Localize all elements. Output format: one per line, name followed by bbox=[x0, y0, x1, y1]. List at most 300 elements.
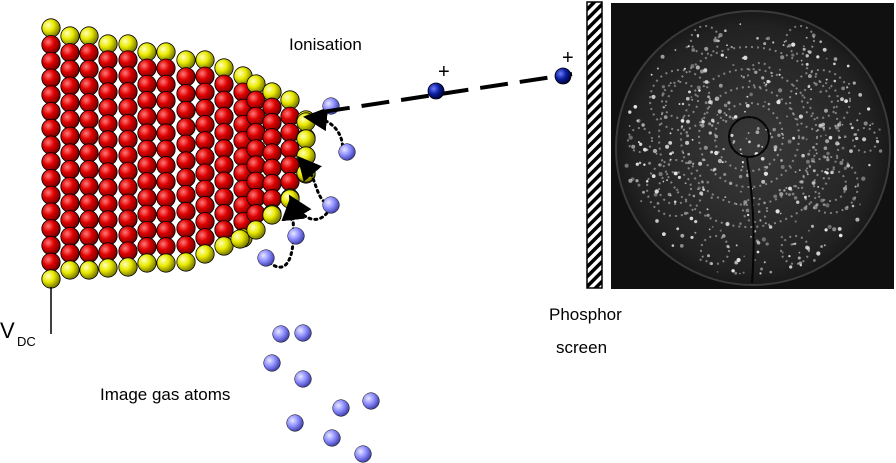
micrograph-spot bbox=[676, 227, 679, 230]
micrograph-spot bbox=[629, 135, 633, 139]
tip-atom bbox=[42, 86, 60, 104]
micrograph-spot bbox=[688, 160, 692, 164]
micrograph-spot bbox=[822, 126, 825, 129]
micrograph-spot bbox=[629, 125, 631, 127]
micrograph-spot bbox=[825, 139, 829, 143]
tip-atom bbox=[138, 124, 156, 142]
micrograph-spot bbox=[739, 222, 742, 225]
tip-atom bbox=[138, 221, 156, 239]
micrograph-spot bbox=[725, 222, 729, 226]
surface-atom bbox=[157, 43, 175, 61]
micrograph-spot bbox=[734, 115, 737, 118]
micrograph-spot bbox=[718, 109, 722, 113]
tip-atom bbox=[196, 212, 214, 230]
surface-atom bbox=[215, 59, 233, 77]
micrograph-spot bbox=[725, 114, 727, 116]
micrograph-spot bbox=[846, 87, 848, 89]
micrograph-spot bbox=[746, 104, 750, 108]
micrograph-spot bbox=[726, 44, 728, 46]
micrograph-spot bbox=[748, 132, 750, 134]
tip-atom bbox=[42, 153, 60, 171]
gas-atom bbox=[273, 326, 290, 343]
micrograph-spot bbox=[844, 167, 847, 170]
micrograph-spot bbox=[743, 272, 745, 274]
tip-atom bbox=[80, 144, 98, 162]
micrograph-spot bbox=[849, 149, 853, 153]
micrograph-spot bbox=[771, 136, 774, 139]
tip-atom bbox=[61, 177, 79, 195]
micrograph-spot bbox=[636, 120, 638, 122]
surface-atom bbox=[80, 261, 98, 279]
micrograph-spot bbox=[806, 37, 808, 39]
micrograph-spot bbox=[696, 65, 700, 69]
micrograph-spot bbox=[684, 68, 686, 70]
tip-atom bbox=[42, 203, 60, 221]
micrograph-spot bbox=[788, 140, 792, 144]
micrograph-spot bbox=[670, 82, 672, 84]
surface-atom bbox=[297, 147, 315, 165]
tip-atom bbox=[42, 102, 60, 120]
micrograph-spot bbox=[736, 244, 738, 246]
surface-atom bbox=[231, 230, 249, 248]
micrograph-spot bbox=[764, 261, 766, 263]
micrograph-spot bbox=[761, 157, 765, 161]
tip-atom bbox=[157, 189, 175, 207]
micrograph-spot bbox=[808, 230, 810, 232]
surface-atom bbox=[138, 254, 156, 272]
micrograph-spot bbox=[783, 44, 785, 46]
micrograph-spot bbox=[819, 40, 822, 43]
micrograph-spot bbox=[846, 164, 850, 168]
micrograph-spot bbox=[781, 165, 785, 169]
micrograph-spot bbox=[801, 60, 803, 62]
tip-atom bbox=[80, 127, 98, 145]
micrograph-spot bbox=[812, 33, 816, 37]
micrograph-spot bbox=[729, 182, 733, 186]
micrograph-spot bbox=[725, 120, 728, 123]
trajectory-1 bbox=[315, 118, 343, 152]
micrograph-spot bbox=[788, 187, 792, 191]
micrograph-spot bbox=[778, 88, 782, 92]
ionisation-label: Ionisation bbox=[289, 35, 362, 54]
micrograph-spot bbox=[780, 159, 783, 162]
micrograph-spot bbox=[722, 148, 724, 150]
micrograph-spot bbox=[784, 41, 786, 43]
micrograph-spot bbox=[740, 191, 742, 193]
micrograph-spot bbox=[850, 123, 853, 126]
micrograph-spot bbox=[871, 123, 873, 125]
micrograph-spot bbox=[869, 124, 871, 126]
tip-atom bbox=[247, 172, 265, 190]
micrograph-spot bbox=[635, 179, 638, 182]
micrograph-spot bbox=[724, 29, 727, 32]
surface-atom bbox=[138, 43, 156, 61]
micrograph-spot bbox=[709, 262, 712, 265]
micrograph-spot bbox=[827, 156, 829, 158]
micrograph-spot bbox=[774, 145, 778, 149]
gas-atom bbox=[355, 446, 372, 463]
micrograph-spot bbox=[803, 48, 806, 51]
tip-atom bbox=[247, 156, 265, 174]
micrograph-spot bbox=[828, 225, 832, 229]
micrograph-spot bbox=[690, 96, 692, 98]
micrograph-spot bbox=[720, 229, 722, 231]
micrograph-spot bbox=[663, 181, 665, 183]
micrograph-spot bbox=[816, 251, 820, 255]
micrograph-spot bbox=[657, 202, 660, 205]
micrograph-spot bbox=[799, 252, 801, 254]
micrograph-spot bbox=[812, 146, 815, 149]
micrograph-spot bbox=[830, 171, 834, 175]
micrograph-spot bbox=[704, 68, 707, 71]
micrograph-spot bbox=[662, 232, 666, 236]
micrograph-spot bbox=[800, 180, 804, 184]
micrograph-spot bbox=[657, 67, 659, 69]
surface-atom bbox=[263, 206, 281, 224]
tip-atom bbox=[215, 156, 233, 174]
surface-atom bbox=[99, 259, 117, 277]
micrograph-spot bbox=[793, 185, 795, 187]
tip-atom bbox=[61, 127, 79, 145]
gas-atom bbox=[363, 393, 380, 410]
micrograph-spot bbox=[662, 85, 665, 88]
micrograph-spot bbox=[690, 64, 694, 68]
micrograph-spot bbox=[639, 142, 641, 144]
micrograph-spot bbox=[847, 65, 850, 68]
micrograph-spot bbox=[757, 144, 760, 147]
tip-atom bbox=[177, 152, 195, 170]
micrograph-spot bbox=[824, 171, 827, 174]
micrograph-spot bbox=[837, 123, 841, 127]
tip-atom bbox=[196, 132, 214, 150]
micrograph-spot bbox=[805, 246, 809, 250]
tip-atom bbox=[247, 123, 265, 141]
micrograph-spot bbox=[811, 158, 815, 162]
micrograph-spot bbox=[701, 124, 705, 128]
micrograph-spot bbox=[763, 42, 766, 45]
micrograph-spot bbox=[808, 85, 811, 88]
micrograph-spot bbox=[664, 115, 668, 119]
surface-atom bbox=[247, 221, 265, 239]
surface-atom bbox=[177, 253, 195, 271]
micrograph-spot bbox=[864, 121, 868, 125]
micrograph-spot bbox=[810, 88, 812, 90]
micrograph-spot bbox=[765, 83, 767, 85]
micrograph-spot bbox=[817, 186, 819, 188]
micrograph-spot bbox=[754, 71, 757, 74]
micrograph-spot bbox=[638, 184, 641, 187]
micrograph-spot bbox=[821, 123, 825, 127]
micrograph-spot bbox=[772, 128, 775, 131]
gas-atom bbox=[339, 144, 356, 161]
micrograph-spot bbox=[826, 79, 828, 81]
micrograph-spot bbox=[799, 114, 803, 118]
micrograph-spot bbox=[843, 187, 847, 191]
micrograph-spot bbox=[826, 58, 828, 60]
micrograph-spot bbox=[841, 87, 845, 91]
tip-atom bbox=[157, 124, 175, 142]
micrograph-spot bbox=[855, 218, 859, 222]
micrograph-spot bbox=[829, 136, 833, 140]
micrograph-spot bbox=[844, 135, 847, 138]
micrograph-spot bbox=[742, 161, 744, 163]
micrograph-spot bbox=[783, 189, 785, 191]
tip-atom bbox=[42, 220, 60, 238]
micrograph-spot bbox=[743, 200, 747, 204]
tip-atom bbox=[138, 140, 156, 158]
micrograph-spot bbox=[704, 146, 708, 150]
micrograph-spot bbox=[661, 113, 663, 115]
micrograph-spot bbox=[749, 93, 753, 97]
ion-charge-label: + bbox=[438, 61, 450, 83]
micrograph-spot bbox=[845, 206, 849, 210]
surface-atom bbox=[297, 113, 315, 131]
micrograph-spot bbox=[705, 101, 708, 104]
micrograph-spot bbox=[786, 115, 788, 117]
micrograph-spot bbox=[729, 115, 732, 118]
micrograph-spot bbox=[736, 203, 738, 205]
micrograph-spot bbox=[739, 273, 741, 275]
gas-atom bbox=[258, 250, 275, 267]
micrograph-spot bbox=[652, 174, 656, 178]
micrograph-spot bbox=[854, 133, 857, 136]
tip-atom bbox=[281, 156, 299, 174]
tip-atom bbox=[215, 172, 233, 190]
tip-atom bbox=[80, 77, 98, 95]
tip-atom bbox=[215, 107, 233, 125]
micrograph-spot bbox=[760, 268, 763, 271]
surface-atom bbox=[177, 51, 195, 69]
tip-atom bbox=[215, 91, 233, 109]
tip-atom bbox=[42, 186, 60, 204]
micrograph-spot bbox=[834, 80, 837, 83]
micrograph-spot bbox=[803, 45, 805, 47]
tip-atom bbox=[138, 156, 156, 174]
micrograph-spot bbox=[686, 120, 690, 124]
micrograph-spot bbox=[678, 176, 681, 179]
tip-atom bbox=[42, 236, 60, 254]
micrograph-spot bbox=[732, 142, 734, 144]
micrograph-spot bbox=[740, 148, 742, 150]
micrograph-spot bbox=[725, 56, 727, 58]
tip-atom bbox=[157, 91, 175, 109]
surface-atom bbox=[196, 51, 214, 69]
tip-atom bbox=[61, 161, 79, 179]
micrograph-spot bbox=[815, 203, 818, 206]
micrograph-spot bbox=[759, 219, 761, 221]
micrograph-spot bbox=[823, 155, 826, 158]
micrograph-spot bbox=[646, 180, 649, 183]
gas-atom bbox=[264, 355, 281, 372]
vdc-label: V bbox=[0, 318, 15, 343]
micrograph-spot bbox=[815, 83, 818, 86]
gas-atom bbox=[287, 415, 304, 432]
micrograph-spot bbox=[741, 75, 743, 77]
micrograph-spot bbox=[810, 98, 812, 100]
micrograph-spot bbox=[776, 100, 780, 104]
micrograph-spot bbox=[717, 271, 719, 273]
micrograph-spot bbox=[859, 203, 861, 205]
micrograph-spot bbox=[722, 161, 724, 163]
micrograph-spot bbox=[815, 73, 817, 75]
micrograph-spot bbox=[704, 47, 708, 51]
tip-atom bbox=[61, 44, 79, 62]
tip-atom bbox=[215, 221, 233, 239]
tip-atom bbox=[177, 202, 195, 220]
micrograph-spot bbox=[717, 114, 719, 116]
micrograph-spot bbox=[693, 195, 696, 198]
ion-at-screen bbox=[555, 68, 571, 84]
phosphor-screen bbox=[587, 2, 602, 288]
surface-atom bbox=[119, 258, 137, 276]
gas-atom bbox=[295, 325, 312, 342]
micrograph-spot bbox=[839, 234, 843, 238]
tip-atom bbox=[157, 140, 175, 158]
tip-atom bbox=[215, 140, 233, 158]
micrograph-spot bbox=[820, 199, 824, 203]
micrograph-spot bbox=[852, 197, 855, 200]
micrograph-spot bbox=[861, 177, 865, 181]
tip-atom bbox=[138, 173, 156, 191]
micrograph-spot bbox=[794, 196, 798, 200]
micrograph-spot bbox=[694, 232, 696, 234]
tip-atom bbox=[157, 173, 175, 191]
micrograph-spot bbox=[844, 99, 848, 103]
micrograph-spot bbox=[724, 104, 728, 108]
tip-atom bbox=[196, 196, 214, 214]
tip-atom bbox=[247, 140, 265, 158]
micrograph-spot bbox=[748, 140, 751, 143]
micrograph-spot bbox=[686, 97, 690, 101]
micrograph-spot bbox=[670, 132, 672, 134]
micrograph-spot bbox=[826, 158, 829, 161]
tip-atom bbox=[42, 119, 60, 137]
micrograph-spot bbox=[715, 97, 719, 101]
micrograph-spot bbox=[694, 220, 697, 223]
tip-atom bbox=[61, 110, 79, 128]
micrograph-spot bbox=[819, 90, 822, 93]
micrograph-spot bbox=[750, 236, 752, 238]
micrograph-spot bbox=[705, 80, 709, 84]
tip-atom bbox=[196, 164, 214, 182]
micrograph-spot bbox=[764, 172, 768, 176]
micrograph-spot bbox=[825, 203, 829, 207]
micrograph-spot bbox=[792, 137, 795, 140]
micrograph-spot bbox=[799, 262, 803, 266]
micrograph-spot bbox=[779, 69, 781, 71]
micrograph-spot bbox=[688, 45, 690, 47]
micrograph-spot bbox=[855, 137, 858, 140]
micrograph-spot bbox=[742, 166, 744, 168]
micrograph-spot bbox=[682, 152, 684, 154]
micrograph-spot bbox=[806, 54, 809, 57]
micrograph-spot bbox=[779, 74, 781, 76]
micrograph-spot bbox=[852, 205, 855, 208]
micrograph-spot bbox=[795, 93, 797, 95]
gas-atom bbox=[323, 197, 340, 214]
micrograph-spot bbox=[722, 119, 724, 121]
micrograph-spot bbox=[799, 169, 801, 171]
micrograph-spot bbox=[718, 33, 722, 37]
micrograph-spot bbox=[782, 251, 784, 253]
tip-atom bbox=[42, 36, 60, 54]
tip-atom bbox=[138, 108, 156, 126]
micrograph-spot bbox=[816, 55, 819, 58]
micrograph-spot bbox=[661, 55, 665, 59]
tip-atom bbox=[157, 108, 175, 126]
tip-atom bbox=[177, 68, 195, 86]
tip-atom bbox=[42, 52, 60, 70]
tip-atom bbox=[196, 148, 214, 166]
micrograph-spot bbox=[692, 163, 694, 165]
micrograph-spot bbox=[759, 272, 761, 274]
micrograph-spot bbox=[764, 101, 766, 103]
gas-atom bbox=[295, 371, 312, 388]
micrograph-spot bbox=[839, 161, 843, 165]
micrograph-spot bbox=[773, 195, 777, 199]
micrograph-spot bbox=[674, 200, 677, 203]
micrograph-spot bbox=[772, 41, 774, 43]
micrograph-spot bbox=[625, 164, 629, 168]
micrograph-spot bbox=[712, 169, 714, 171]
micrograph-spot bbox=[714, 151, 718, 155]
micrograph-spot bbox=[761, 146, 763, 148]
gas-atom bbox=[333, 400, 350, 417]
micrograph-spot bbox=[792, 243, 794, 245]
micrograph-spot bbox=[726, 245, 729, 248]
micrograph-spot bbox=[734, 261, 738, 265]
micrograph-spot bbox=[659, 172, 663, 176]
tip-atom bbox=[157, 156, 175, 174]
micrograph-spot bbox=[655, 219, 659, 223]
micrograph-spot bbox=[766, 80, 769, 83]
tip-atom bbox=[177, 84, 195, 102]
tip-atom bbox=[61, 144, 79, 162]
micrograph-spot bbox=[710, 151, 713, 154]
tip-atom bbox=[80, 211, 98, 229]
micrograph-spot bbox=[651, 74, 653, 76]
micrograph-spot bbox=[654, 193, 658, 197]
micrograph-spot bbox=[642, 191, 645, 194]
micrograph-spot bbox=[723, 173, 726, 176]
micrograph-spot bbox=[848, 83, 850, 85]
micrograph-spot bbox=[859, 113, 861, 115]
micrograph-spot bbox=[791, 43, 795, 47]
micrograph-spot bbox=[832, 227, 836, 231]
micrograph-spot bbox=[743, 256, 745, 258]
tip-atom bbox=[80, 110, 98, 128]
tip-atom bbox=[80, 177, 98, 195]
micrograph-spot bbox=[703, 188, 705, 190]
micrograph-spot bbox=[769, 225, 773, 229]
micrograph-spot bbox=[765, 38, 767, 40]
micrograph-spot bbox=[790, 167, 792, 169]
micrograph-spot bbox=[685, 141, 689, 145]
micrograph-spot bbox=[851, 126, 854, 129]
micrograph-spot bbox=[820, 245, 823, 248]
micrograph-spot bbox=[853, 82, 856, 85]
micrograph-spot bbox=[713, 38, 717, 42]
tip-atom bbox=[80, 161, 98, 179]
micrograph-spot bbox=[797, 187, 799, 189]
micrograph-spot bbox=[795, 220, 797, 222]
micrograph-spot bbox=[761, 180, 765, 184]
micrograph-spot bbox=[780, 213, 782, 215]
micrograph-spot bbox=[690, 236, 693, 239]
micrograph-spot bbox=[862, 137, 866, 141]
micrograph-spot bbox=[707, 214, 710, 217]
micrograph-spot bbox=[698, 186, 701, 189]
